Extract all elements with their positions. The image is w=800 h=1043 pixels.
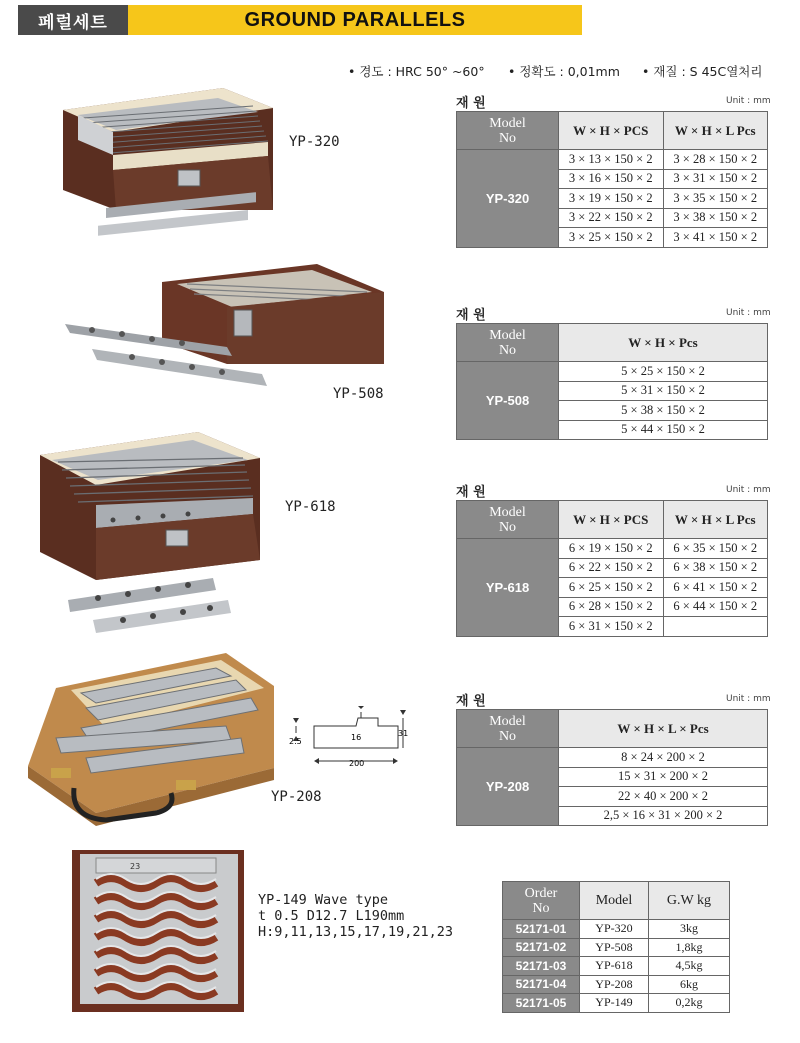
model-no-header: Model No bbox=[457, 501, 559, 539]
section-label-2: 재 원 bbox=[456, 308, 486, 323]
order-code: 52171-04 bbox=[503, 975, 580, 994]
col-header-whpcs: W × H × PCS bbox=[559, 112, 664, 150]
yp-320-photo bbox=[58, 70, 278, 240]
dim-d3: 31 bbox=[398, 729, 409, 738]
yp-208-dimension-diagram bbox=[286, 706, 411, 768]
spec-table-yp-320 bbox=[456, 111, 768, 248]
yp-149-description bbox=[258, 892, 453, 940]
table-row bbox=[503, 920, 730, 939]
spec-table-yp-618 bbox=[456, 500, 768, 637]
order-weight: 6kg bbox=[648, 975, 729, 994]
table-cell: 5 × 31 × 150 × 2 bbox=[559, 381, 768, 401]
table-cell: 3 × 35 × 150 × 2 bbox=[663, 189, 768, 209]
table-cell: 3 × 16 × 150 × 2 bbox=[559, 169, 664, 189]
table-cell: 22 × 40 × 200 × 2 bbox=[559, 787, 768, 807]
section-label-1: 재 원 bbox=[456, 96, 486, 111]
order-model: YP-149 bbox=[580, 994, 649, 1013]
plate-mark: 23 bbox=[130, 862, 141, 871]
col-header-whpcs: W × H × PCS bbox=[559, 501, 664, 539]
col-header-whlpcs: W × H × L × Pcs bbox=[559, 710, 768, 748]
order-model: YP-618 bbox=[580, 957, 649, 976]
order-code: 52171-01 bbox=[503, 920, 580, 939]
table-row bbox=[503, 975, 730, 994]
model-no-header: Model No bbox=[457, 112, 559, 150]
order-code: 52171-05 bbox=[503, 994, 580, 1013]
yp-618-label: YP-618 bbox=[285, 499, 336, 515]
model-no-header: Model No bbox=[457, 324, 559, 362]
table-cell: 6 × 25 × 150 × 2 bbox=[559, 578, 664, 598]
yp-208-photo bbox=[26, 648, 276, 828]
table-row bbox=[503, 994, 730, 1013]
dim-d1: 2.5 bbox=[289, 737, 302, 746]
spec-accuracy: • 정확도 : 0,01mm bbox=[508, 64, 620, 79]
table-cell bbox=[663, 617, 768, 637]
spec-hardness: • 경도 : HRC 50° ~60° bbox=[348, 64, 485, 79]
yp-149-title: YP-149 Wave type bbox=[258, 892, 389, 908]
section-label-4: 재 원 bbox=[456, 694, 486, 709]
yp-320-label: YP-320 bbox=[289, 134, 340, 150]
table-cell: 3 × 13 × 150 × 2 bbox=[559, 150, 664, 170]
order-model: YP-320 bbox=[580, 920, 649, 939]
order-code: 52171-03 bbox=[503, 957, 580, 976]
table-cell: 6 × 35 × 150 × 2 bbox=[663, 539, 768, 559]
table-row bbox=[503, 938, 730, 957]
unit-label-4: Unit : mm bbox=[726, 694, 771, 704]
table-cell: 5 × 44 × 150 × 2 bbox=[559, 420, 768, 440]
unit-label-3: Unit : mm bbox=[726, 485, 771, 495]
yp-508-label: YP-508 bbox=[333, 386, 384, 402]
table-cell: 6 × 22 × 150 × 2 bbox=[559, 558, 664, 578]
spec-table-yp-508 bbox=[456, 323, 768, 440]
yp-149-dimensions: t 0.5 D12.7 L190mm bbox=[258, 908, 405, 924]
order-weight: 4,5kg bbox=[648, 957, 729, 976]
col-header-whpcs: W × H × Pcs bbox=[559, 324, 768, 362]
table-cell: 6 × 41 × 150 × 2 bbox=[663, 578, 768, 598]
yp-149-heights: H:9,11,13,15,17,19,21,23 bbox=[258, 924, 454, 940]
model-no-header: Model No bbox=[457, 710, 559, 748]
order-code: 52171-02 bbox=[503, 938, 580, 957]
order-col-gw: G.W kg bbox=[648, 882, 729, 920]
unit-label-2: Unit : mm bbox=[726, 308, 771, 318]
order-col-model: Model bbox=[580, 882, 649, 920]
yp-149-photo bbox=[72, 850, 244, 1012]
table-cell: 6 × 38 × 150 × 2 bbox=[663, 558, 768, 578]
table-cell: 8 × 24 × 200 × 2 bbox=[559, 748, 768, 768]
col-header-whlpcs: W × H × L Pcs bbox=[663, 112, 768, 150]
order-table bbox=[502, 881, 730, 1013]
model-name: YP-618 bbox=[457, 539, 559, 637]
model-name: YP-208 bbox=[457, 748, 559, 826]
yp-208-label: YP-208 bbox=[271, 789, 322, 805]
table-cell: 6 × 31 × 150 × 2 bbox=[559, 617, 664, 637]
table-cell: 5 × 38 × 150 × 2 bbox=[559, 401, 768, 421]
header-korean-title: 페럴세트 bbox=[18, 5, 128, 35]
order-weight: 0,2kg bbox=[648, 994, 729, 1013]
table-cell: 3 × 41 × 150 × 2 bbox=[663, 228, 768, 248]
order-model: YP-508 bbox=[580, 938, 649, 957]
order-no-header: Order No bbox=[503, 882, 580, 920]
table-cell: 3 × 38 × 150 × 2 bbox=[663, 208, 768, 228]
order-weight: 1,8kg bbox=[648, 938, 729, 957]
table-cell: 3 × 25 × 150 × 2 bbox=[559, 228, 664, 248]
order-model: YP-208 bbox=[580, 975, 649, 994]
table-cell: 3 × 22 × 150 × 2 bbox=[559, 208, 664, 228]
table-cell: 5 × 25 × 150 × 2 bbox=[559, 362, 768, 382]
yp-508-photo bbox=[62, 252, 387, 402]
yp-618-photo bbox=[38, 430, 263, 635]
section-label-3: 재 원 bbox=[456, 485, 486, 500]
model-name: YP-508 bbox=[457, 362, 559, 440]
col-header-whlpcs: W × H × L Pcs bbox=[663, 501, 768, 539]
table-cell: 3 × 28 × 150 × 2 bbox=[663, 150, 768, 170]
spec-table-yp-208 bbox=[456, 709, 768, 826]
table-cell: 3 × 31 × 150 × 2 bbox=[663, 169, 768, 189]
header-english-title: GROUND PARALLELS bbox=[128, 5, 582, 35]
order-weight: 3kg bbox=[648, 920, 729, 939]
table-cell: 6 × 19 × 150 × 2 bbox=[559, 539, 664, 559]
table-cell: 6 × 28 × 150 × 2 bbox=[559, 597, 664, 617]
table-cell: 15 × 31 × 200 × 2 bbox=[559, 767, 768, 787]
spec-material: • 재질 : S 45C열처리 bbox=[642, 64, 763, 79]
dim-d2: 16 bbox=[351, 733, 362, 742]
table-cell: 6 × 44 × 150 × 2 bbox=[663, 597, 768, 617]
table-row bbox=[503, 957, 730, 976]
unit-label-1: Unit : mm bbox=[726, 96, 771, 106]
table-cell: 2,5 × 16 × 31 × 200 × 2 bbox=[559, 806, 768, 826]
dim-d4: 200 bbox=[349, 759, 365, 768]
model-name: YP-320 bbox=[457, 150, 559, 248]
table-cell: 3 × 19 × 150 × 2 bbox=[559, 189, 664, 209]
